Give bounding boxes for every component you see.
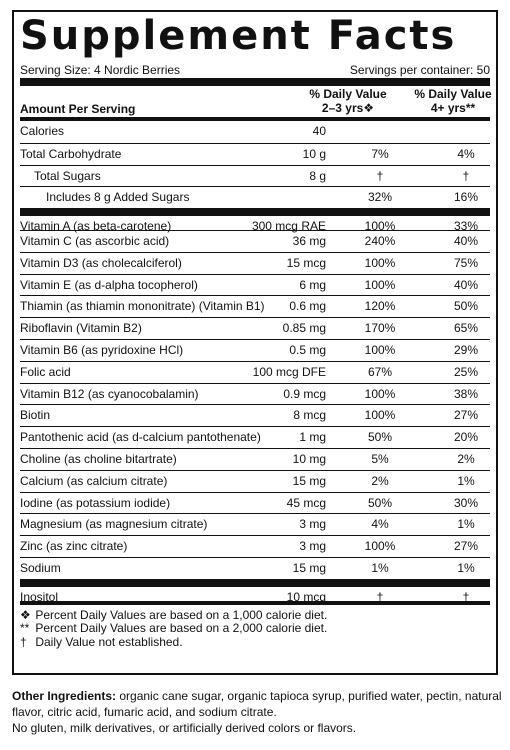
- nutrient-row: [20, 383, 490, 405]
- footnote-line: [20, 636, 490, 650]
- dv-4-plus-yrs: 20%: [453, 430, 479, 445]
- nutrient-row: [20, 274, 490, 296]
- nutrient-row: [20, 208, 490, 234]
- carb-row: [20, 186, 490, 208]
- dv-4-plus-yrs: 1%: [457, 473, 475, 488]
- nutrient-name: Inositol: [20, 589, 59, 604]
- dv-2-3-yrs: 100%: [364, 277, 396, 292]
- dv-4-plus-yrs: 1%: [457, 560, 475, 575]
- dv-4-plus-yrs: 65%: [453, 321, 479, 336]
- dv-2-3-yrs: 50%: [367, 495, 393, 510]
- footnote-symbol: ❖: [20, 607, 31, 622]
- dv-2-3-yrs: 100%: [364, 255, 396, 270]
- nutrient-name: Vitamin C (as ascorbic acid): [20, 233, 170, 248]
- nutrient-amount: 8 mcg: [293, 408, 326, 423]
- dv-4-plus-yrs: 33%: [453, 219, 479, 234]
- nutrient-amount: 40: [312, 124, 326, 138]
- dv-2-3-yrs: 32%: [367, 190, 393, 205]
- dv-2-3-yrs: 240%: [364, 233, 396, 248]
- nutrient-row: [20, 361, 490, 383]
- other-ingredients: [12, 688, 502, 736]
- dv-2-3-yrs: 170%: [364, 321, 396, 336]
- dv-2-3-yrs: 67%: [367, 364, 393, 379]
- nutrient-name: Sodium: [20, 560, 61, 575]
- dv-4-plus-yrs: 4%: [457, 146, 475, 161]
- nutrient-amount: 0.5 mg: [289, 342, 326, 357]
- footnote-text: Daily Value not established.: [35, 634, 183, 649]
- dv-column-2-header: % Daily Value 4+ yrs**: [414, 87, 492, 115]
- nutrient-amount: 10 g: [302, 146, 326, 161]
- nutrient-section: [20, 208, 490, 579]
- dv-4-plus-yrs: †: [462, 168, 470, 183]
- nutrient-amount: 0.85 mg: [282, 321, 326, 336]
- servings-per-container: Servings per container: 50: [349, 63, 490, 77]
- dv-4-plus-yrs: 30%: [453, 495, 479, 510]
- dv-4-plus-yrs: 1%: [457, 517, 475, 532]
- nutrient-row: [20, 513, 490, 535]
- column-header: [20, 86, 490, 117]
- serving-info: [20, 62, 490, 78]
- dv-2-3-yrs: 100%: [364, 219, 396, 234]
- nutrient-name: Riboflavin (Vitamin B2): [20, 321, 142, 336]
- footnote-symbol: **: [20, 621, 30, 636]
- amount-per-serving-label: Amount Per Serving: [20, 102, 136, 116]
- nutrient-row: [20, 404, 490, 426]
- dv-4-plus-yrs: 40%: [453, 233, 479, 248]
- nutrient-name: Thiamin (as thiamin mononitrate) (Vitamin B1): [20, 299, 265, 314]
- nutrient-amount: 0.6 mg: [289, 299, 326, 314]
- nutrient-row: [20, 339, 490, 361]
- footnote-text: Percent Daily Values are based on a 1,000 calorie diet.: [35, 607, 328, 622]
- footnotes: [20, 605, 490, 650]
- dv-column-1-header: % Daily Value 2–3 yrs❖: [309, 87, 387, 115]
- dv-2-3-yrs: 7%: [371, 146, 389, 161]
- nutrient-name: Calcium (as calcium citrate): [20, 473, 168, 488]
- nutrient-amount: 10 mg: [292, 451, 326, 466]
- dv-2-3-yrs: 100%: [364, 342, 396, 357]
- carb-row: [20, 143, 490, 165]
- nutrient-name: Magnesium (as magnesium citrate): [20, 517, 208, 532]
- dv-2-3-yrs: 100%: [364, 386, 396, 401]
- footnote-line: [20, 622, 490, 636]
- nutrient-row: [20, 426, 490, 448]
- other-ingredients-label: Other Ingredients:: [12, 689, 117, 703]
- nutrient-name: Iodine (as potassium iodide): [20, 495, 171, 510]
- nutrient-row: [20, 252, 490, 274]
- calories-row: [20, 121, 490, 143]
- dv-4-plus-yrs: 50%: [453, 299, 479, 314]
- dv-4-plus-yrs: 27%: [453, 408, 479, 423]
- nutrient-row: [20, 557, 490, 579]
- dv-2-3-yrs: 100%: [364, 408, 396, 423]
- nutrient-name: Folic acid: [20, 364, 71, 379]
- dv-2-3-yrs: 1%: [371, 560, 389, 575]
- dv-2-3-yrs: 2%: [371, 473, 389, 488]
- nutrient-amount: 100 mcg DFE: [252, 364, 326, 379]
- allergen-note: No gluten, milk derivatives, or artificially derived colors or flavors.: [12, 721, 357, 735]
- carb-row: [20, 165, 490, 187]
- nutrient-row: [20, 448, 490, 470]
- nutrient-name: Vitamin B12 (as cyanocobalamin): [20, 386, 199, 401]
- dv-4-plus-yrs: 2%: [457, 451, 475, 466]
- dv-4-plus-yrs: 75%: [453, 255, 479, 270]
- serving-size: Serving Size: 4 Nordic Berries: [20, 63, 181, 77]
- nutrient-name: Vitamin B6 (as pyridoxine HCl): [20, 342, 184, 357]
- nutrient-name: Vitamin E (as d-alpha tocopherol): [20, 277, 198, 292]
- nutrient-row: [20, 230, 490, 252]
- nutrient-amount: 45 mcg: [286, 495, 326, 510]
- nutrient-name: Total Sugars: [34, 168, 101, 183]
- nutrient-name: Calories: [20, 124, 65, 138]
- nutrient-amount: 1 mg: [299, 430, 326, 445]
- panel-title: Supplement Facts: [20, 13, 457, 59]
- nutrient-row: [20, 317, 490, 339]
- nutrient-name: Vitamin D3 (as cholecalciferol): [20, 255, 182, 270]
- dv-2-3-yrs: 50%: [367, 430, 393, 445]
- nutrient-amount: 0.9 mcg: [283, 386, 326, 401]
- nutrient-name: Vitamin A (as beta-carotene): [20, 219, 172, 234]
- nutrient-amount: 15 mg: [292, 560, 326, 575]
- dv-2-3-yrs: †: [376, 589, 384, 604]
- nutrient-amount: 3 mg: [299, 517, 326, 532]
- nutrient-name: Includes 8 g Added Sugars: [46, 190, 190, 205]
- nutrient-name: Pantothenic acid (as d-calcium pantothenate): [20, 430, 261, 445]
- dv-4-plus-yrs: 16%: [453, 190, 479, 205]
- dv-4-plus-yrs: 29%: [453, 342, 479, 357]
- carbohydrate-section: [20, 143, 490, 208]
- dv-2-3-yrs: †: [376, 168, 384, 183]
- footnote-symbol: †: [20, 634, 27, 649]
- nutrient-amount: 6 mg: [299, 277, 326, 292]
- dv-4-plus-yrs: 25%: [453, 364, 479, 379]
- nutrient-name: Zinc (as zinc citrate): [20, 539, 128, 554]
- nutrient-row: [20, 470, 490, 492]
- nutrient-amount: 15 mcg: [286, 255, 326, 270]
- dv-4-plus-yrs: 40%: [453, 277, 479, 292]
- dv-2-3-yrs: 5%: [371, 451, 389, 466]
- nutrient-name: Biotin: [20, 408, 51, 423]
- nutrient-row: [20, 535, 490, 557]
- nutrient-amount: 3 mg: [299, 539, 326, 554]
- divider-thick: [20, 78, 490, 86]
- dv-2-3-yrs: 120%: [364, 299, 396, 314]
- nutrient-row: [20, 295, 490, 317]
- nutrient-name: Total Carbohydrate: [20, 146, 122, 161]
- other-ingredients-text: organic cane sugar, organic tapioca syrup, purified water, pectin, natural flavor, citric acid, fumaric acid, and sodium citrate.: [12, 689, 502, 719]
- nutrient-name: Choline (as choline bitartrate): [20, 451, 177, 466]
- nutrient-amount: 36 mg: [292, 233, 326, 248]
- dv-4-plus-yrs: †: [462, 589, 470, 604]
- nutrient-amount: 8 g: [309, 168, 326, 183]
- dv-4-plus-yrs: 27%: [453, 539, 479, 554]
- dv-2-3-yrs: 4%: [371, 517, 389, 532]
- footnote-text: Percent Daily Values are based on a 2,000 calorie diet.: [35, 621, 328, 636]
- footnote-line: [20, 609, 490, 623]
- nutrient-amount: 15 mg: [292, 473, 326, 488]
- dv-4-plus-yrs: 38%: [453, 386, 479, 401]
- inositol-row: [20, 579, 490, 604]
- nutrient-row: [20, 492, 490, 514]
- dv-2-3-yrs: 100%: [364, 539, 396, 554]
- nutrient-amount: 300 mcg RAE: [251, 219, 326, 234]
- nutrient-amount: 10 mcg: [286, 589, 326, 604]
- supplement-facts-panel: [12, 10, 498, 675]
